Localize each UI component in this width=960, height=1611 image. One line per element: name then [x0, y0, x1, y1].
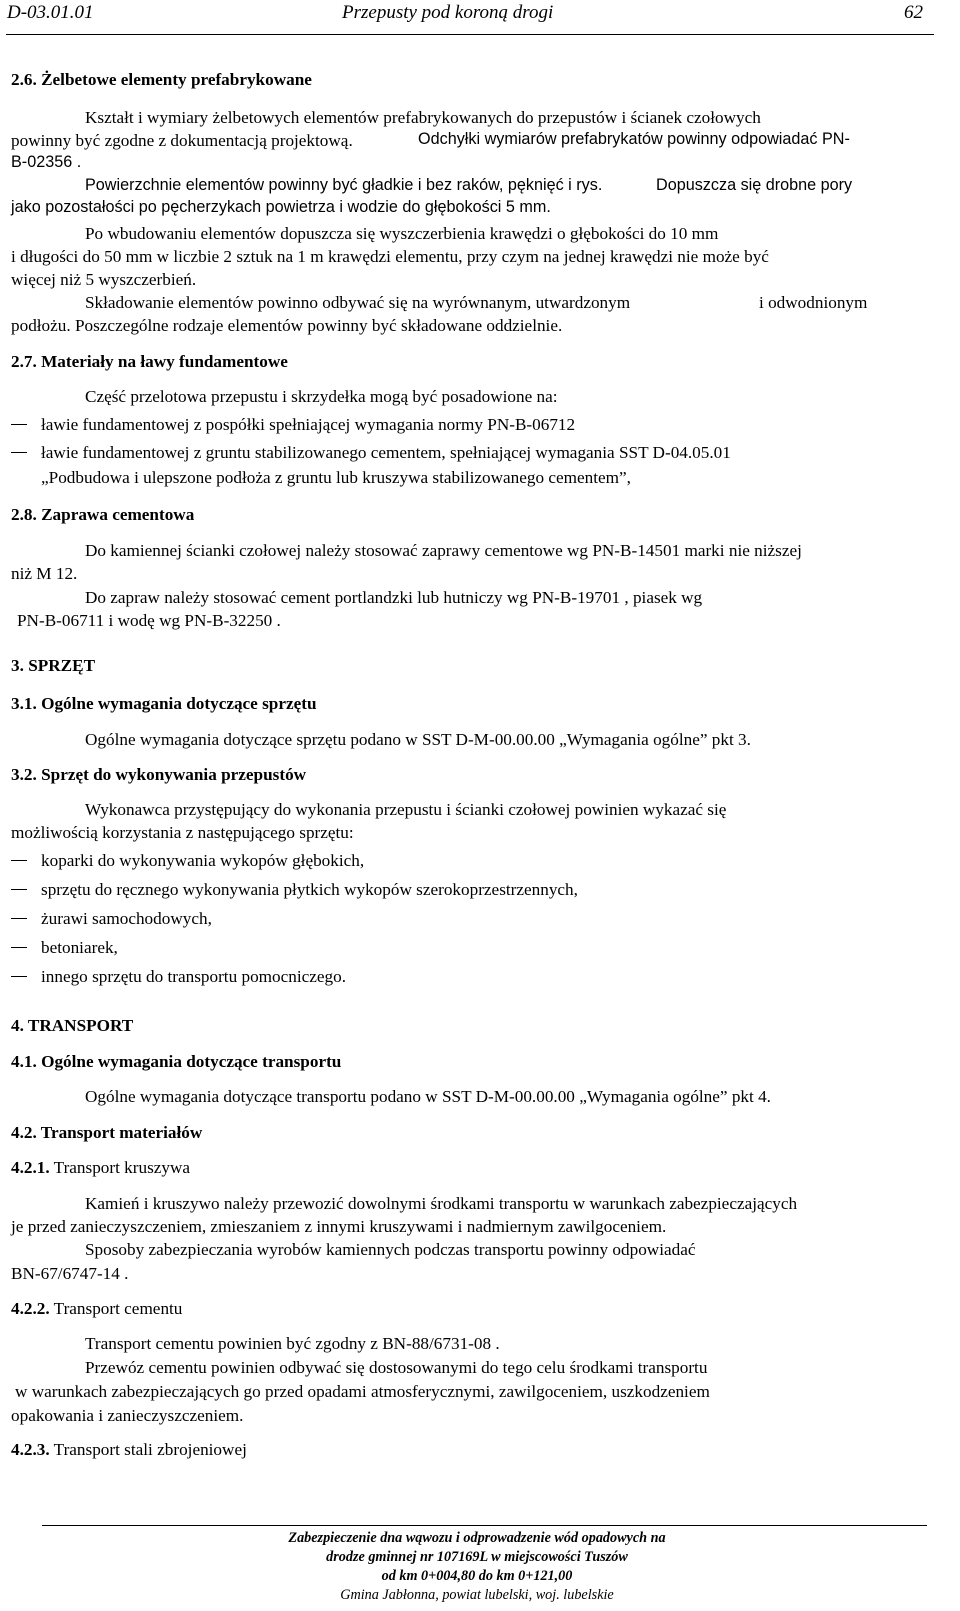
- s4-2-1-line-4: BN-67/6747-14 .: [11, 1264, 129, 1283]
- s3-2-line-1: Wykonawca przystępujący do wykonania przepustu i ścianki czołowej powinien wykazać się: [85, 800, 727, 819]
- footer-line-1: Zabezpieczenie dna wąwozu i odprowadzenie wód opadowych na: [288, 1530, 666, 1546]
- s2-6-line-3: B-02356 .: [11, 153, 82, 171]
- s2-8-line-2: niż M 12.: [11, 564, 78, 583]
- section-4-1-heading: 4.1. Ogólne wymagania dotyczące transportu: [11, 1052, 342, 1071]
- section-4-2-2-title: Transport cementu: [53, 1299, 183, 1318]
- header-rule: [6, 34, 934, 35]
- s2-6-line-4b: Dopuszcza się drobne pory: [656, 176, 853, 194]
- bullet-dash-icon: [11, 860, 27, 861]
- s4-2-2-line-3: w warunkach zabezpieczających go przed opadami atmosferycznymi, zawilgoceniem, uszkodzeniem: [15, 1382, 710, 1401]
- s4-2-1-line-3: Sposoby zabezpieczania wyrobów kamiennych podczas transportu powinny odpowiadać: [85, 1240, 696, 1259]
- section-4-heading: 4. TRANSPORT: [11, 1016, 134, 1035]
- s3-2-item: koparki do wykonywania wykopów głębokich,: [41, 851, 365, 870]
- bullet-dash-icon: [11, 918, 27, 919]
- s2-6-line-8: więcej niż 5 wyszczerbień.: [11, 270, 197, 289]
- section-2-8-heading: 2.8. Zaprawa cementowa: [11, 505, 195, 524]
- footer-line-2: drodze gminnej nr 107169L w miejscowości Tuszów: [326, 1549, 628, 1565]
- bullet-dash-icon: [11, 424, 27, 425]
- s2-6-line-6: Po wbudowaniu elementów dopuszcza się wyszczerbienia krawędzi o głębokości do 10 mm: [85, 224, 719, 243]
- s3-2-line-2: możliwością korzystania z następującego sprzętu:: [11, 823, 354, 842]
- header-doc-code: D-03.01.01: [7, 2, 94, 23]
- bullet-dash-icon: [11, 452, 27, 453]
- section-4-2-1-number: 4.2.1.: [11, 1158, 50, 1177]
- section-4-2-3-title: Transport stali zbrojeniowej: [53, 1440, 247, 1459]
- section-3-2-heading: 3.2. Sprzęt do wykonywania przepustów: [11, 765, 307, 784]
- footer-line-4: Gmina Jabłonna, powiat lubelski, woj. lubelskie: [340, 1587, 614, 1603]
- footer-line-3: od km 0+004,80 do km 0+121,00: [381, 1568, 573, 1584]
- s2-8-line-4: PN-B-06711 i wodę wg PN-B-32250 .: [17, 611, 281, 630]
- section-2-7-heading: 2.7. Materiały na ławy fundamentowe: [11, 352, 288, 371]
- s3-2-item: innego sprzętu do transportu pomocniczego.: [41, 967, 346, 986]
- section-4-2-2-heading: [11, 1299, 182, 1319]
- s2-6-line-10: podłożu. Poszczególne rodzaje elementów powinny być składowane oddzielnie.: [11, 316, 563, 335]
- s2-6-line-4a: Powierzchnie elementów powinny być gładkie i bez raków, pęknięć i rys.: [85, 176, 603, 194]
- bullet-dash-icon: [11, 976, 27, 977]
- s2-6-line-2b: Odchyłki wymiarów prefabrykatów powinny odpowiadać PN-: [418, 130, 850, 148]
- s4-2-2-line-1: Transport cementu powinien być zgodny z BN-88/6731-08 .: [85, 1334, 500, 1353]
- s2-6-line-1: Kształt i wymiary żelbetowych elementów prefabrykowanych do przepustów i ścianek czołowych: [85, 108, 761, 127]
- s2-7-item-2-cont: „Podbudowa i ulepszone podłoża z gruntu lub kruszywa stabilizowanego cementem”,: [41, 468, 631, 487]
- s2-6-line-9a: Składowanie elementów powinno odbywać się na wyrównanym, utwardzonym: [85, 293, 631, 312]
- bullet-dash-icon: [11, 889, 27, 890]
- s4-1-line-1: Ogólne wymagania dotyczące transportu podano w SST D-M-00.00.00 „Wymagania ogólne” pkt 4.: [85, 1087, 771, 1106]
- header-page-number: 62: [904, 2, 923, 23]
- section-4-2-heading: 4.2. Transport materiałów: [11, 1123, 203, 1142]
- header-title: Przepusty pod koroną drogi: [342, 2, 554, 23]
- section-3-1-heading: 3.1. Ogólne wymagania dotyczące sprzętu: [11, 694, 317, 713]
- s2-7-item-2: ławie fundamentowej z gruntu stabilizowanego cementem, spełniającej wymagania SST D-04.05.01: [41, 443, 731, 462]
- s2-7-intro: Część przelotowa przepustu i skrzydełka mogą być posadowione na:: [85, 387, 558, 406]
- s4-2-2-line-2: Przewóz cementu powinien odbywać się dostosowanymi do tego celu środkami transportu: [85, 1358, 708, 1377]
- section-3-heading: 3. SPRZĘT: [11, 656, 96, 675]
- s4-2-1-line-2: je przed zanieczyszczeniem, zmieszaniem z innymi kruszywami i nadmiernym zawilgoceniem.: [11, 1217, 667, 1236]
- s2-6-line-2a: powinny być zgodne z dokumentacją projektową.: [11, 131, 353, 150]
- s2-6-line-9b: i odwodnionym: [759, 293, 868, 312]
- s2-6-line-7: i długości do 50 mm w liczbie 2 sztuk na 1 m krawędzi elementu, przy czym na jednej krawędzi nie może być: [11, 247, 769, 266]
- s3-2-item: betoniarek,: [41, 938, 118, 957]
- section-4-2-3-heading: [11, 1440, 247, 1460]
- s2-8-line-3: Do zapraw należy stosować cement portlandzki lub hutniczy wg PN-B-19701 , piasek wg: [85, 588, 703, 607]
- s3-2-item: sprzętu do ręcznego wykonywania płytkich wykopów szerokoprzestrzennych,: [41, 880, 578, 899]
- section-4-2-3-number: 4.2.3.: [11, 1440, 50, 1459]
- s3-2-item: żurawi samochodowych,: [41, 909, 212, 928]
- s3-1-line-1: Ogólne wymagania dotyczące sprzętu podano w SST D-M-00.00.00 „Wymagania ogólne” pkt 3.: [85, 730, 751, 749]
- section-4-2-2-number: 4.2.2.: [11, 1299, 50, 1318]
- bullet-dash-icon: [11, 947, 27, 948]
- section-4-2-1-heading: [11, 1158, 190, 1178]
- section-4-2-1-title: Transport kruszywa: [53, 1158, 191, 1177]
- section-2-6-heading: 2.6. Żelbetowe elementy prefabrykowane: [11, 70, 312, 89]
- s4-2-2-line-4: opakowania i zanieczyszczeniem.: [11, 1406, 244, 1425]
- s2-7-item-1: ławie fundamentowej z pospółki spełniającej wymagania normy PN-B-06712: [41, 415, 576, 434]
- s2-6-line-5: jako pozostałości po pęcherzykach powietrza i wodzie do głębokości 5 mm.: [11, 198, 551, 216]
- s2-8-line-1: Do kamiennej ścianki czołowej należy stosować zaprawy cementowe wg PN-B-14501 marki nie niższej: [85, 541, 802, 560]
- footer-rule: [42, 1525, 927, 1526]
- s4-2-1-line-1: Kamień i kruszywo należy przewozić dowolnymi środkami transportu w warunkach zabezpieczających: [85, 1194, 798, 1213]
